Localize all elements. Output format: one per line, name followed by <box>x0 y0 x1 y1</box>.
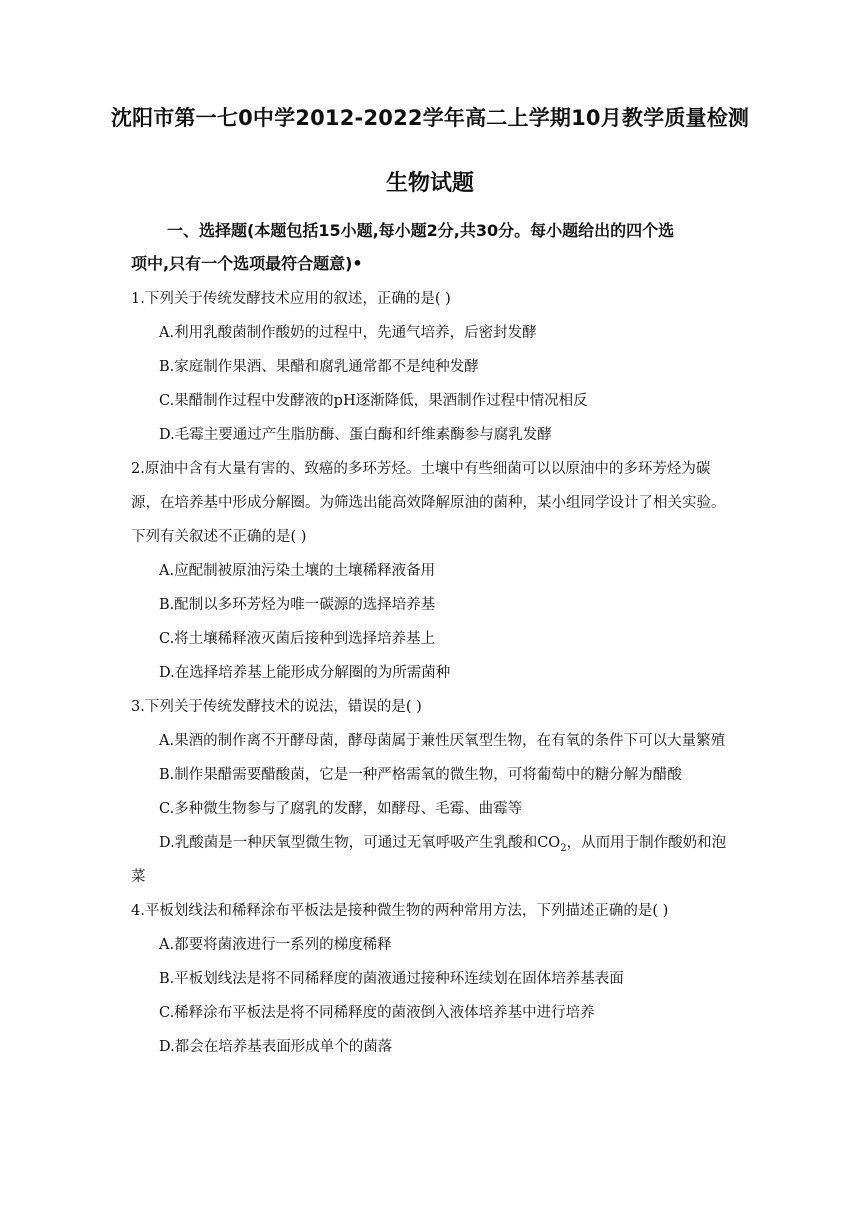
option-a: A.果酒的制作离不开酵母菌，酵母菌属于兼性厌氧型生物，在有氧的条件下可以大量繁殖 <box>159 733 726 749</box>
option-c: C.稀释涂布平板法是将不同稀释度的菌液倒入液体培养基中进行培养 <box>159 1005 595 1021</box>
option-a: A.都要将菌液进行一系列的梯度稀释 <box>159 937 392 953</box>
option-a: A.应配制被原油污染土壤的土壤稀释液备用 <box>159 563 436 579</box>
question-stem: 1.下列关于传统发酵技术应用的叙述，正确的是( ) <box>131 291 451 307</box>
option-b: B.家庭制作果酒、果醋和腐乳通常都不是纯种发酵 <box>159 359 479 375</box>
option-b: B.平板划线法是将不同稀释度的菌液通过接种环连续划在固体培养基表面 <box>159 971 624 987</box>
question-3 <box>131 690 731 894</box>
co2-subscript: 2 <box>560 842 567 854</box>
option-d-text-end: ，从而用于制作酸奶和泡菜 <box>131 835 727 885</box>
question-list <box>131 282 731 1064</box>
exam-title: 沈阳市第一七0中学2012-2022学年高二上学期10月教学质量检测 <box>110 106 750 130</box>
question-stem: 4.平板划线法和稀释涂布平板法是接种微生物的两种常用方法，下列描述正确的是( ) <box>131 903 669 919</box>
section-heading-line2: 项中,只有一个选项最符合题意)• <box>131 254 363 273</box>
option-d: D.在选择培养基上能形成分解圈的为所需菌种 <box>159 665 451 681</box>
exam-subtitle: 生物试题 <box>385 171 474 196</box>
option-d: D.都会在培养基表面形成单个的菌落 <box>159 1039 393 1055</box>
option-d-text-start: D.乳酸菌是一种厌氧型微生物，可通过无氧呼吸产生乳酸和CO <box>159 835 561 851</box>
question-stem: 2.原油中含有大量有害的、致癌的多环芳烃。土壤中有些细菌可以以原油中的多环芳烃为碳源，在培养基中形成分解圈。为筛选出能高效降解原油的菌种，某小组同学设计了相关实验。下列有关叙述不正确的是( ) <box>131 461 726 545</box>
option-b: B.制作果醋需要醋酸菌，它是一种严格需氧的微生物，可将葡萄中的糖分解为醋酸 <box>159 767 682 783</box>
option-c: C.将土壤稀释液灭菌后接种到选择培养基上 <box>159 631 436 647</box>
option-d <box>131 826 731 894</box>
question-2 <box>131 452 731 690</box>
question-4 <box>131 894 731 1064</box>
section-heading <box>131 214 731 280</box>
option-b: B.配制以多环芳烃为唯一碳源的选择培养基 <box>159 597 436 613</box>
section-heading-line1: 一、选择题(本题包括15小题,每小题2分,共30分。每小题给出的四个选 <box>167 221 675 240</box>
question-1 <box>131 282 731 452</box>
option-d: D.毛霉主要通过产生脂肪酶、蛋白酶和纤维素酶参与腐乳发酵 <box>159 427 552 443</box>
option-c: C.多种微生物参与了腐乳的发酵，如酵母、毛霉、曲霉等 <box>159 801 523 817</box>
option-c: C.果醋制作过程中发酵液的pH逐渐降低，果酒制作过程中情况相反 <box>159 393 588 409</box>
question-stem: 3.下列关于传统发酵技术的说法，错误的是( ) <box>131 699 422 715</box>
option-a: A.利用乳酸菌制作酸奶的过程中，先通气培养，后密封发酵 <box>159 325 537 341</box>
